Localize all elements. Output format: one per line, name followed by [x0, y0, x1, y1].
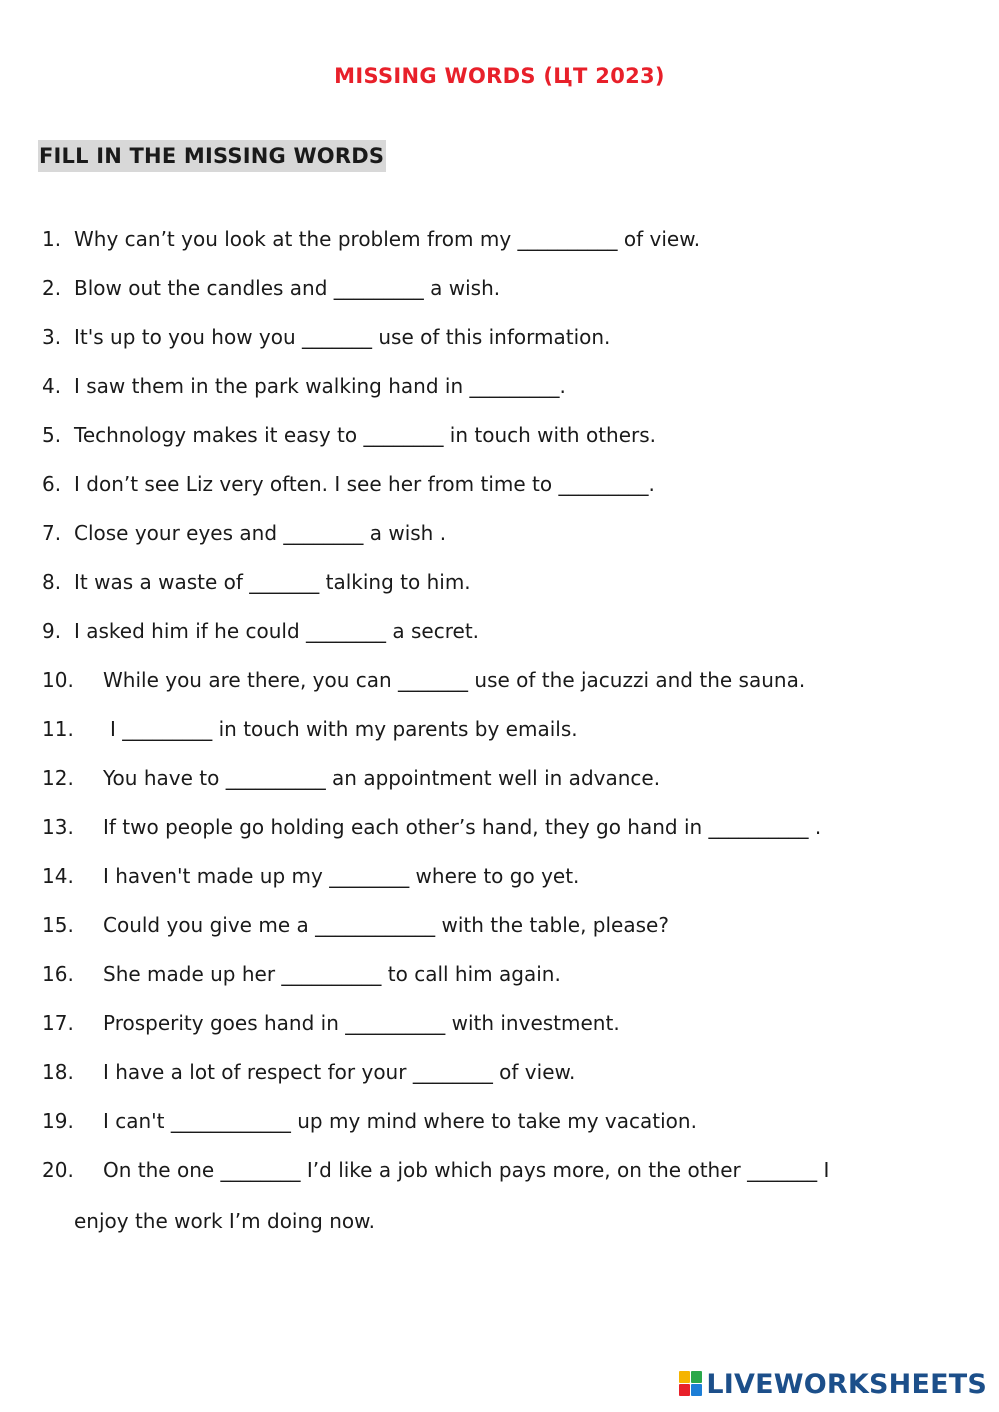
question-item — [0, 463, 999, 512]
question-item — [0, 953, 999, 1002]
liveworksheets-logo-icon — [679, 1371, 703, 1397]
question-number: 9. — [42, 619, 62, 643]
question-number: 16. — [42, 962, 74, 986]
question-text: Blow out the candles and _________ a wish. — [74, 276, 501, 300]
question-text: Close your eyes and ________ a wish . — [74, 521, 447, 545]
question-text: Could you give me a ____________ with the table, please? — [103, 913, 669, 937]
question-text: Why can’t you look at the problem from my __________ of view. — [74, 227, 701, 251]
question-text: If two people go holding each other’s hand, they go hand in __________ . — [103, 815, 822, 839]
question-number: 7. — [42, 521, 62, 545]
question-text: You have to __________ an appointment well in advance. — [103, 766, 661, 790]
question-text: Prosperity goes hand in __________ with investment. — [103, 1011, 620, 1035]
question-text: On the one ________ I’d like a job which pays more, on the other _______ I — [103, 1158, 830, 1182]
question-number: 14. — [42, 864, 74, 888]
question-item — [0, 316, 999, 365]
question-number: 19. — [42, 1109, 74, 1133]
question-number: 15. — [42, 913, 74, 937]
question-item — [0, 414, 999, 463]
question-item — [0, 365, 999, 414]
worksheet-title: MISSING WORDS (ЦТ 2023) — [334, 64, 665, 88]
question-item — [0, 659, 999, 708]
question-text: While you are there, you can _______ use of the jacuzzi and the sauna. — [103, 668, 806, 692]
question-item — [0, 1149, 999, 1198]
question-number: 3. — [42, 325, 62, 349]
question-item — [0, 708, 999, 757]
question-text: It was a waste of _______ talking to him. — [74, 570, 471, 594]
question-number: 17. — [42, 1011, 74, 1035]
question-text: She made up her __________ to call him again. — [103, 962, 561, 986]
question-item — [0, 610, 999, 659]
question-text: Technology makes it easy to ________ in touch with others. — [74, 423, 657, 447]
question-item — [0, 512, 999, 561]
question-item — [0, 267, 999, 316]
instructions-heading: FILL IN THE MISSING WORDS — [38, 140, 386, 172]
question-number: 20. — [42, 1158, 74, 1182]
question-number: 10. — [42, 668, 74, 692]
question-number: 8. — [42, 570, 62, 594]
question-text: I can't ____________ up my mind where to take my vacation. — [103, 1109, 697, 1133]
question-item — [0, 757, 999, 806]
question-item — [0, 904, 999, 953]
question-item — [0, 1002, 999, 1051]
question-number: 1. — [42, 227, 62, 251]
question-continuation: enjoy the work I’m doing now. — [74, 1209, 376, 1233]
question-number: 5. — [42, 423, 62, 447]
question-number: 18. — [42, 1060, 74, 1084]
question-text: I _________ in touch with my parents by emails. — [110, 717, 578, 741]
question-number: 6. — [42, 472, 62, 496]
question-number: 13. — [42, 815, 74, 839]
question-text: It's up to you how you _______ use of this information. — [74, 325, 611, 349]
question-item — [0, 1100, 999, 1149]
question-number: 2. — [42, 276, 62, 300]
question-text: I haven't made up my ________ where to go yet. — [103, 864, 580, 888]
question-item — [0, 561, 999, 610]
liveworksheets-logo — [679, 1364, 987, 1404]
question-item — [0, 1051, 999, 1100]
question-number: 12. — [42, 766, 74, 790]
question-text: I saw them in the park walking hand in _________. — [74, 374, 566, 398]
question-number: 11. — [42, 717, 74, 741]
question-item — [0, 855, 999, 904]
question-list — [0, 218, 999, 1198]
question-item — [0, 806, 999, 855]
question-text: I have a lot of respect for your ________ of view. — [103, 1060, 576, 1084]
question-number: 4. — [42, 374, 62, 398]
question-text: I don’t see Liz very often. I see her from time to _________. — [74, 472, 655, 496]
question-text: I asked him if he could ________ a secret. — [74, 619, 480, 643]
question-item — [0, 218, 999, 267]
liveworksheets-logo-text: LIVEWORKSHEETS — [706, 1368, 987, 1400]
